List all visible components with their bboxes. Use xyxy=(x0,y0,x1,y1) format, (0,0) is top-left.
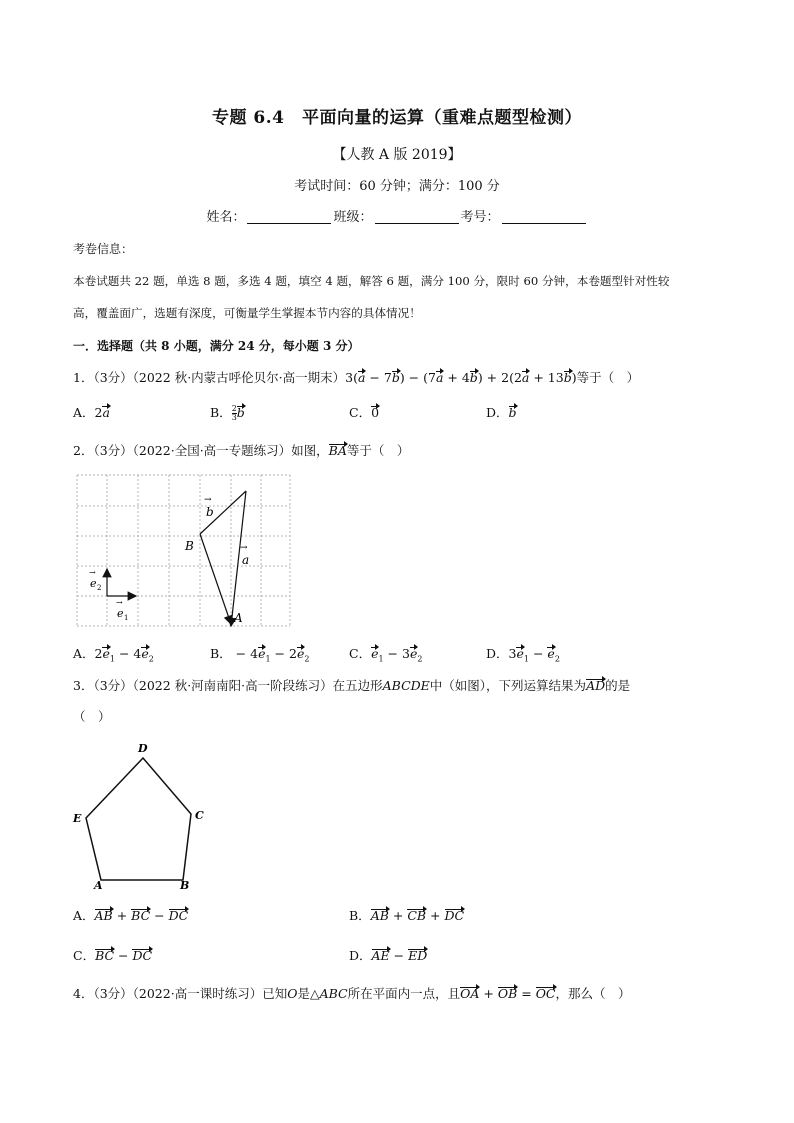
svg-text:→: → xyxy=(204,495,212,505)
question-1: 1．（3分）（2022 秋·内蒙古呼伦贝尔·高一期末）3(a − 7b) − (7a + 4b) + 2(2a + 13b)等于（ ） xyxy=(73,370,640,385)
number-label: 考号： xyxy=(460,210,500,225)
svg-text:2: 2 xyxy=(97,584,102,592)
q2-option-d[interactable]: D．$3e_1 - e_2$ xyxy=(486,646,560,664)
vertex-E: E xyxy=(73,812,82,825)
q1-option-c[interactable]: C．0 xyxy=(349,405,380,420)
vertex-C: C xyxy=(195,809,204,822)
q3-option-b[interactable]: B．AB + CB + DC xyxy=(349,908,465,923)
q1-option-a[interactable]: A．2a xyxy=(73,405,110,420)
number-blank[interactable] xyxy=(502,209,586,224)
q2-option-b[interactable]: B． − $4e_1 - 2e_2$ xyxy=(210,646,310,664)
svg-text:1: 1 xyxy=(124,614,129,622)
info-line-1: 本卷试题共 22 题，单选 8 题，多选 4 题，填空 4 题，解答 6 题，满分 100 分，限时 60 分钟，本卷题型针对性较 xyxy=(73,274,670,288)
vertex-B: B xyxy=(180,879,190,892)
student-info-row xyxy=(0,206,794,225)
pentagon-figure xyxy=(70,741,210,893)
svg-text:→: → xyxy=(240,543,248,553)
q3-option-d[interactable]: D．AE − ED xyxy=(349,948,428,963)
name-blank[interactable] xyxy=(247,209,331,224)
class-blank[interactable] xyxy=(375,209,459,224)
label-e2: e xyxy=(90,577,97,590)
name-label: 姓名： xyxy=(206,210,246,225)
pentagon-shape xyxy=(86,758,191,880)
grid-vector-figure xyxy=(76,474,292,630)
label-e1: e xyxy=(117,607,124,620)
section-heading: 一．选择题（共 8 小题，满分 24 分，每小题 3 分） xyxy=(73,339,360,353)
vertex-D: D xyxy=(138,742,148,755)
label-A: A xyxy=(234,611,243,625)
question-4: 4．（3分）（2022·高一课时练习）已知O是△ABC所在平面内一点，且OA + OB = OC，那么（ ） xyxy=(73,986,631,1001)
vector-ba-arrow xyxy=(200,534,231,624)
vertex-A: A xyxy=(94,879,103,892)
svg-text:→: → xyxy=(89,568,96,577)
q3-option-c[interactable]: C．BC − DC xyxy=(73,948,153,963)
q2-option-c[interactable]: C．$e_1 - 3e_2$ xyxy=(349,646,423,664)
label-B: B xyxy=(185,539,194,553)
question-3-paren: （ ） xyxy=(73,709,111,724)
label-b: b xyxy=(206,505,214,519)
question-3: 3．（3分）（2022 秋·河南南阳·高一阶段练习）在五边形ABCDE中（如图），下列运算结果为AD的是 xyxy=(73,678,631,693)
question-2: 2．（3分）（2022·全国·高一专题练习）如图，BA等于（ ） xyxy=(73,443,410,458)
q3-option-a[interactable]: A．AB + BC − DC xyxy=(73,908,189,923)
class-label: 班级： xyxy=(333,210,373,225)
edition-label: 【人教 A 版 2019】 xyxy=(332,147,462,163)
label-a: a xyxy=(242,553,250,567)
exam-time: 考试时间：60 分钟；满分：100 分 xyxy=(294,179,500,194)
page-title: 专题 6.4 平面向量的运算（重难点题型检测） xyxy=(212,108,582,128)
info-heading: 考卷信息： xyxy=(73,242,134,256)
svg-text:→: → xyxy=(116,598,123,607)
q1-option-d[interactable]: D．b xyxy=(486,405,517,420)
info-line-2: 高，覆盖面广，选题有深度，可衡量学生掌握本节内容的具体情况！ xyxy=(73,306,421,320)
q2-option-a[interactable]: A．$2e_1 - 4e_2$ xyxy=(73,646,154,664)
q1-option-b[interactable]: B． $\frac{2}{3}$ b xyxy=(210,404,245,422)
